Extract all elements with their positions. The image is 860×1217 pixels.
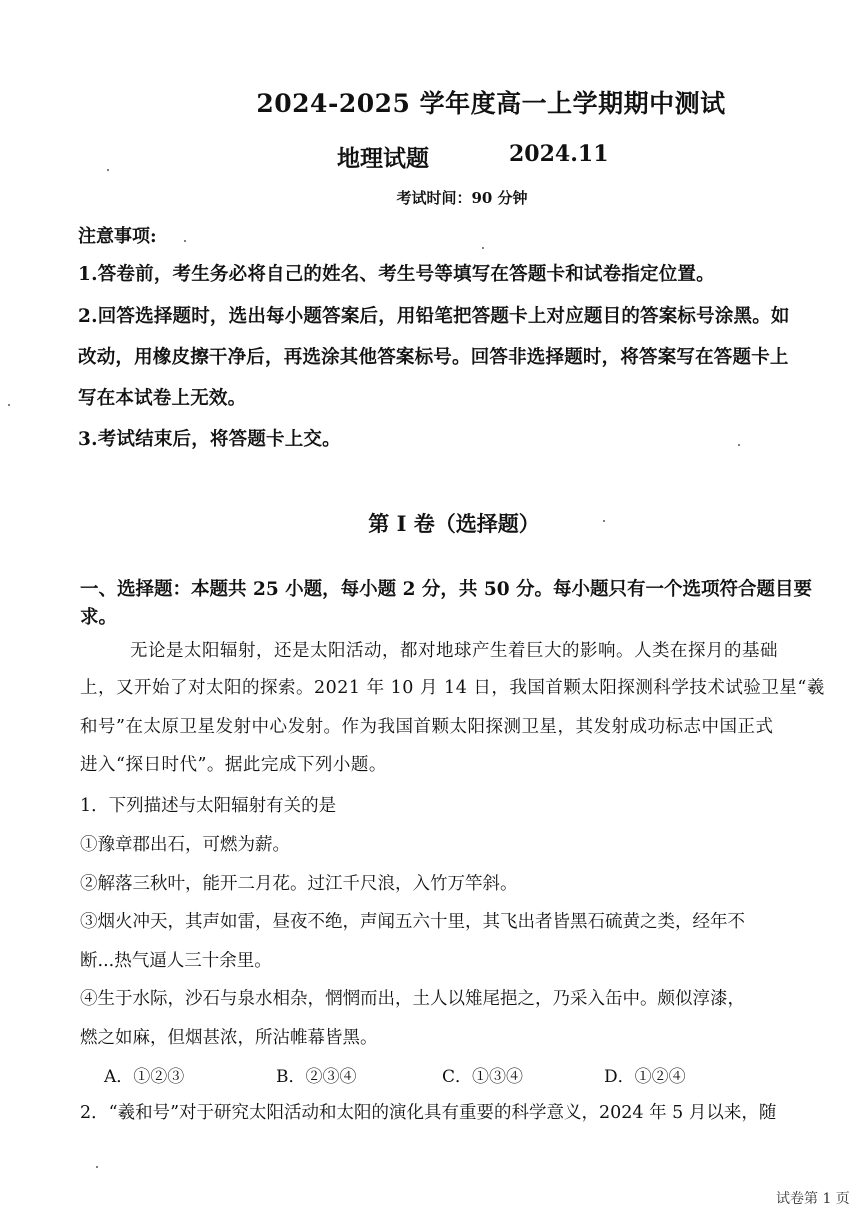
notice-item: 1.答卷前，考生务必将自己的姓名、考生号等填写在答题卡和试卷指定位置。 xyxy=(78,264,715,285)
question-1-stem: 1．下列描述与太阳辐射有关的是 xyxy=(80,796,337,816)
question-1-statement: 断...热气逼人三十余里。 xyxy=(80,951,272,971)
option-c[interactable]: C．①③④ xyxy=(442,1067,524,1087)
question-2-stem: 2．“羲和号”对于研究太阳活动和太阳的演化具有重要的科学意义，2024 年 5 月以来，随 xyxy=(80,1103,777,1123)
subject-title: 地理试题 xyxy=(337,145,429,172)
option-b[interactable]: B．②③④ xyxy=(276,1067,357,1087)
notice-item: 写在本试卷上无效。 xyxy=(78,388,247,409)
question-1-statement: ④生于水际，沙石与泉水相杂，惘惘而出，土人以雉尾挹之，乃采入缶中。颇似淳漆， xyxy=(80,989,745,1009)
scan-speck xyxy=(738,444,740,446)
passage-line: 上，又开始了对太阳的探索。2021 年 10 月 14 日，我国首颗太阳探测科学技术试验卫星“羲 xyxy=(80,678,825,698)
exam-title: 2024-2025 学年度高一上学期期中测试 xyxy=(256,89,726,118)
section-title: 第 I 卷（选择题） xyxy=(368,511,540,536)
question-1-statement: ②解落三秋叶，能开二月花。过江千尺浪，入竹万竿斜。 xyxy=(80,874,518,894)
section-instructions: 求。 xyxy=(80,607,118,628)
scan-speck xyxy=(96,1166,98,1168)
section-instructions: 一、选择题：本题共 25 小题，每小题 2 分，共 50 分。每小题只有一个选项符合题目要 xyxy=(80,579,813,600)
passage-line: 进入“探日时代”。据此完成下列小题。 xyxy=(80,755,387,775)
scan-speck xyxy=(603,520,605,522)
notice-heading: 注意事项: xyxy=(78,226,157,247)
notice-item: 2.回答选择题时，选出每小题答案后，用铅笔把答题卡上对应题目的答案标号涂黑。如 xyxy=(78,306,790,327)
option-a[interactable]: A．①②③ xyxy=(104,1067,185,1087)
scan-speck xyxy=(482,247,484,249)
scan-speck xyxy=(184,240,186,242)
passage-line: 和号”在太原卫星发射中心发射。作为我国首颗太阳探测卫星，其发射成功标志中国正式 xyxy=(80,717,774,737)
scan-speck xyxy=(8,404,10,406)
exam-date: 2024.11 xyxy=(509,141,609,167)
scan-speck xyxy=(107,169,109,171)
passage-line: 无论是太阳辐射，还是太阳活动，都对地球产生着巨大的影响。人类在探月的基础 xyxy=(130,641,778,661)
option-d[interactable]: D．①②④ xyxy=(604,1067,686,1087)
notice-item: 改动，用橡皮擦干净后，再选涂其他答案标号。回答非选择题时，将答案写在答题卡上 xyxy=(78,347,789,368)
question-1-statement: ③烟火冲天，其声如雷，昼夜不绝，声闻五六十里，其飞出者皆黑石硫黄之类，经年不 xyxy=(80,912,745,932)
notice-item: 3.考试结束后，将答题卡上交。 xyxy=(78,429,341,450)
question-1-statement: 燃之如麻，但烟甚浓，所沾帷幕皆黑。 xyxy=(80,1028,378,1048)
question-1-statement: ①豫章郡出石，可燃为薪。 xyxy=(80,835,290,855)
exam-duration: 考试时间：90 分钟 xyxy=(396,189,528,207)
page-number: 试卷第 1 页 xyxy=(776,1191,850,1207)
